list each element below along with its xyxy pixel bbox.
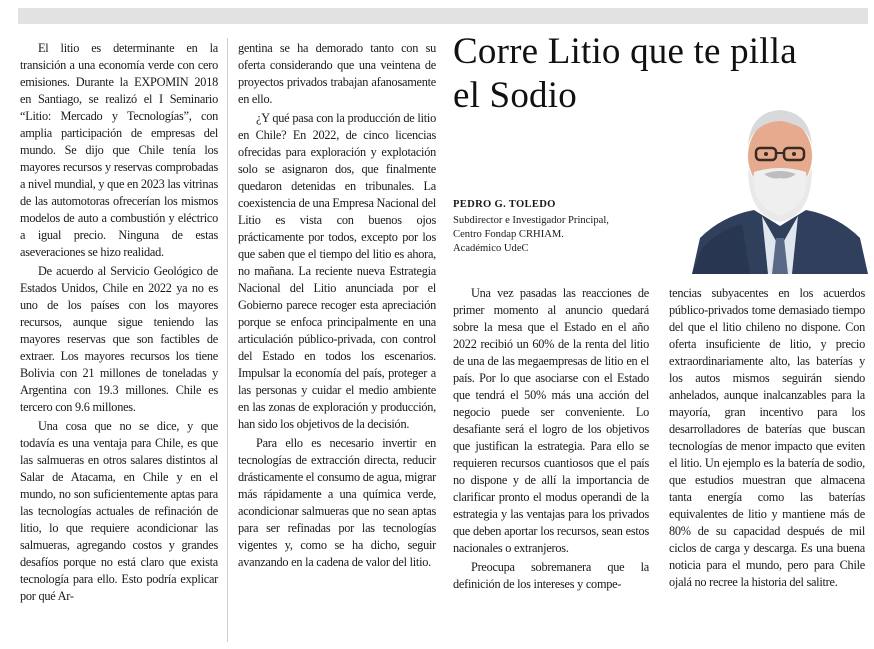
paragraph: Para ello es necesario invertir en tecnologías de extracción directa, reducir drásticamente el consumo de agua, migrar más rápidamente a una química verde, acondicionar salmueras que no sean aptas para ser refinadas por las tecnologías vigentes y, como se ha dicho, seguir avanzando en la cadena de valor del litio.	[238, 436, 436, 569]
title-line-1: Corre Litio que te pilla	[453, 31, 797, 72]
article-column-4	[669, 285, 865, 593]
paragraph: De acuerdo al Servicio Geológico de Estados Unidos, Chile en 2022 ya no es uno de los países con los mayores recursos, aunque sigue teniendo las mayores reservas que son factibles de extraer. Los mayores recursos los tiene Bolivia con 21 millones de toneladas y Argentina con 19.3 millones. Chile es tercero con 9.6 millones.	[20, 264, 218, 414]
author-byline	[453, 198, 653, 256]
column-divider	[227, 38, 228, 642]
paragraph: Una vez pasadas las reacciones de primer momento al anuncio quedará sobre la mesa que el Estado en el año 2022 recibió un 60% de la renta del litio de una de las megaempresas de litio en el país. Por lo que asociarse con el Estado que tendrá el 50% más una acción del negocio puede ser conveniente. Lo desafiante será el logro de los objetivos que justifican la estrategia. Para ello se requieren recursos cuantiosos que el país no dispone y de allí la importancia de clarificar pronto el modus operandi de la estrategia y las ventajas para los privados que deben aportar los recursos, sean estos nacionales o extranjeros.	[453, 286, 649, 555]
author-role: Subdirector e Investigador Principal,	[453, 215, 609, 226]
article-column-3	[453, 285, 649, 595]
author-name: PEDRO G. TOLEDO	[453, 199, 556, 210]
paragraph: gentina se ha demorado tanto con su oferta considerando que una veintena de proyectos privados trabajan afanosamente en ello.	[238, 41, 436, 106]
author-portrait-illustration	[692, 98, 868, 274]
article-column-1	[20, 40, 218, 607]
paragraph: El litio es determinante en la transición a una economía verde con cero emisiones. Durante la EXPOMIN 2018 en Santiago, se realizó el I Seminario “Litio: Mercado y Tecnologías”, con amplia participación de empresas del mundo. Se dijo que Chile tenía los mayores recursos y reservas comprobadas a nivel mundial, y que en 2023 las vitrinas de las automotoras ofrecerían los mismos modelos de auto a combustión y eléctrico a igual precio. Ninguna de estas aseveraciones se hizo realidad.	[20, 41, 218, 259]
author-title: Académico UdeC	[453, 243, 529, 254]
author-affiliation: Centro Fondap CRHIAM.	[453, 229, 564, 240]
paragraph: Preocupa sobremanera que la definición de los intereses y compe-	[453, 560, 649, 591]
article-column-2	[238, 40, 436, 573]
author-portrait	[692, 98, 868, 274]
paragraph: Una cosa que no se dice, y que todavía es una ventaja para Chile, es que las salmueras en otros salares distintos al Salar de Atacama, en Chile y en el mundo, no son suficientemente aptas para las tecnologías actuales de refinación de litio, lo que requiere acondicionar las salmueras, agregando costos y grandes desafíos porque no está claro que exista tecnología para ello. Esto podría explicar por qué Ar-	[20, 419, 218, 603]
top-gray-band	[18, 8, 868, 24]
title-line-2: el Sodio	[453, 75, 577, 116]
paragraph: ¿Y qué pasa con la producción de litio en Chile? En 2022, de cinco licencias ofrecidas para exploración y explotación solo se asignaron dos, que finalmente quedaron detenidas en tribunales. La coexistencia de una Empresa Nacional del Litio es vista con buenos ojos prácticamente por todos, excepto por los que saben que el tiempo del litio es ahora, no mañana. La reciente nueva Estrategia Nacional del Litio anunciada por el Gobierno parece recoger esta apreciación porque se enfoca principalmente en una articulación público-privada, con control del Estado en todos los escenarios. Impulsar la economía del país, proteger a las personas y cuidar el medio ambiente en las zonas de exploración y producción, han sido los objetivos de la decisión.	[238, 111, 436, 431]
paragraph: tencias subyacentes en los acuerdos público-privados tome demasiado tiempo del que el litio chileno no dispone. Con oferta insuficiente de litio, y precio extraordinariamente alto, las baterías y los autos mismos seguirán siendo anhelados, aunque inalcanzables para la mayoría, gran incentivo para los desarrolladores de baterías que buscan tecnologías de menor impacto que eviten el litio. Un ejemplo es la batería de sodio, que estudios muestran que almacena tanta energía como las baterías equivalentes de litio y mantiene más de 80% de su capacidad después de mil ciclos de carga y descarga. Es una buena noticia para el mundo, pero para Chile ojalá no recree la historia del salitre.	[669, 286, 865, 589]
